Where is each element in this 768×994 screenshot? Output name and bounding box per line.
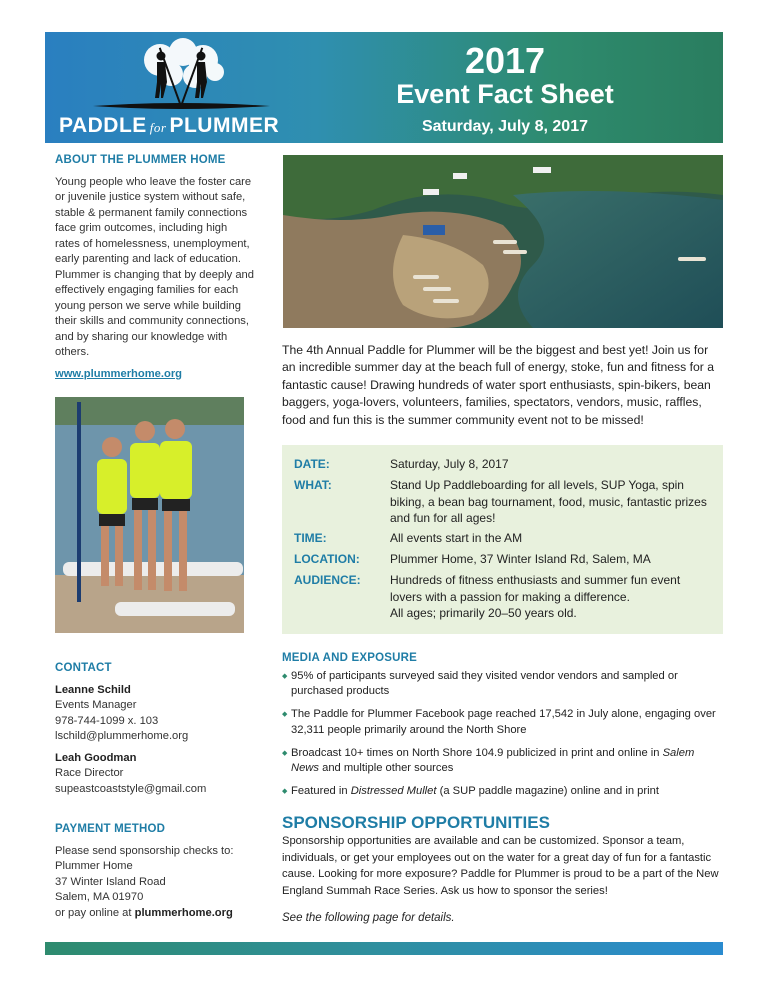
payment-heading: PAYMENT METHOD [55,823,166,835]
plummerhome-link[interactable]: www.plummerhome.org [55,367,183,380]
pay-online-link[interactable]: plummerhome.org [134,906,233,919]
contact-role: Race Director [55,767,124,779]
sponsorship-section [282,815,724,900]
page-title: Event Fact Sheet [396,79,614,109]
event-date-subtitle: Saturday, July 8, 2017 [421,118,588,135]
fact-label: WHAT: [294,478,332,492]
fact-label: AUDIENCE: [294,573,361,587]
payment-section [55,822,255,921]
logo-wordmark: PADDLE for PLUMMER [59,114,280,137]
event-facts-box [282,445,723,634]
media-section [282,651,724,807]
media-bullet: ◆ 95% of participants surveyed said they visited vendor vendors and sampled or purchased products [282,669,724,700]
contact-name: Leah Goodman [55,751,137,764]
media-bullet: ◆ Featured in Distressed Mullet (a SUP paddle magazine) online and in print [282,784,724,800]
coastline-event-photo [283,155,723,328]
about-section [55,153,255,382]
sponsorship-heading: SPONSORSHIP OPPORTUNITIES [282,813,550,832]
contact-role: Events Manager [55,699,137,711]
payment-line: Please send sponsorship checks to: [55,844,234,857]
contact-section [55,661,255,797]
fact-value: All events start in the AM [390,531,523,545]
payment-line: or pay online at plummerhome.org [55,906,233,919]
event-year: 2017 [464,40,546,81]
payment-line: Salem, MA 01970 [55,891,144,903]
fact-value: Stand Up Paddleboarding for all levels, SUP Yoga, spin biking, a bean bag tournament, food, music, fantastic prizes and fun for all ages! [390,478,707,525]
media-bullet: ◆ The Paddle for Plummer Facebook page reached 17,542 in July alone, engaging over 32,311 people primarily around the North Shore [282,707,724,738]
contact-phone: 978-744-1099 x. 103 [55,714,159,727]
header-banner [45,32,723,143]
intro-paragraph: The 4th Annual Paddle for Plummer will be the biggest and best yet! Join us for an incredible summer day at the beach full of energy, stoke, fun and fitness for a fantastic cause! Drawing hundreds of water sport enthusiasts, spin-bikers, bean baggers, yoga-lovers, volunteers, families, spectators, vendors, music, raffles, food and fun this is the summer community event not to be missed! [282,343,714,427]
payment-line: Plummer Home [55,860,133,872]
media-bullet: ◆ Broadcast 10+ times on North Shore 104.9 publicized in print and online in Salem News and multiple other sources [282,746,724,777]
fact-value: Hundreds of fitness enthusiasts and summer fun event lovers with a passion for making a difference. [390,573,681,604]
see-more-note: See the following page for details. [282,912,455,924]
fact-label: DATE: [294,457,330,471]
fact-label: TIME: [294,531,327,545]
contact-email[interactable]: supeastcoaststyle@gmail.com [55,782,207,795]
contact-name: Leanne Schild [55,683,131,696]
fact-label: LOCATION: [294,552,360,566]
about-body: Young people who leave the foster care or juvenile justice system without safe, stable & permanent family connections face grim outcomes, including high rates of homelessness, unemployment, early parenting and lack of education. Plummer is changing that by deeply and effectively engaging families for each young person we serve while building their skills and community connections, and by sharing our knowledge with others. [55,175,255,358]
payment-line: 37 Winter Island Road [55,875,166,888]
paddlers-group-photo [55,397,244,633]
contact-heading: CONTACT [55,662,112,674]
fact-value-ages: All ages; primarily 20–50 years old. [390,606,577,620]
sponsorship-body: Sponsorship opportunities are available and can be customized. Sponsor a team, individuals, or get your employees out on the water for a great day of fun for a fantastic cause. Looking for more exposure? Paddle for Plummer is proud to be a part of the New England Summah Race Series. Ask us how to sponsor the series! [282,834,719,898]
about-heading: ABOUT THE PLUMMER HOME [55,154,226,166]
contact-email[interactable]: lschild@plummerhome.org [55,730,189,742]
footer-bar [45,942,723,955]
media-heading: MEDIA AND EXPOSURE [282,652,418,664]
fact-value: Plummer Home, 37 Winter Island Rd, Salem, MA [390,552,651,566]
fact-value: Saturday, July 8, 2017 [390,457,509,471]
